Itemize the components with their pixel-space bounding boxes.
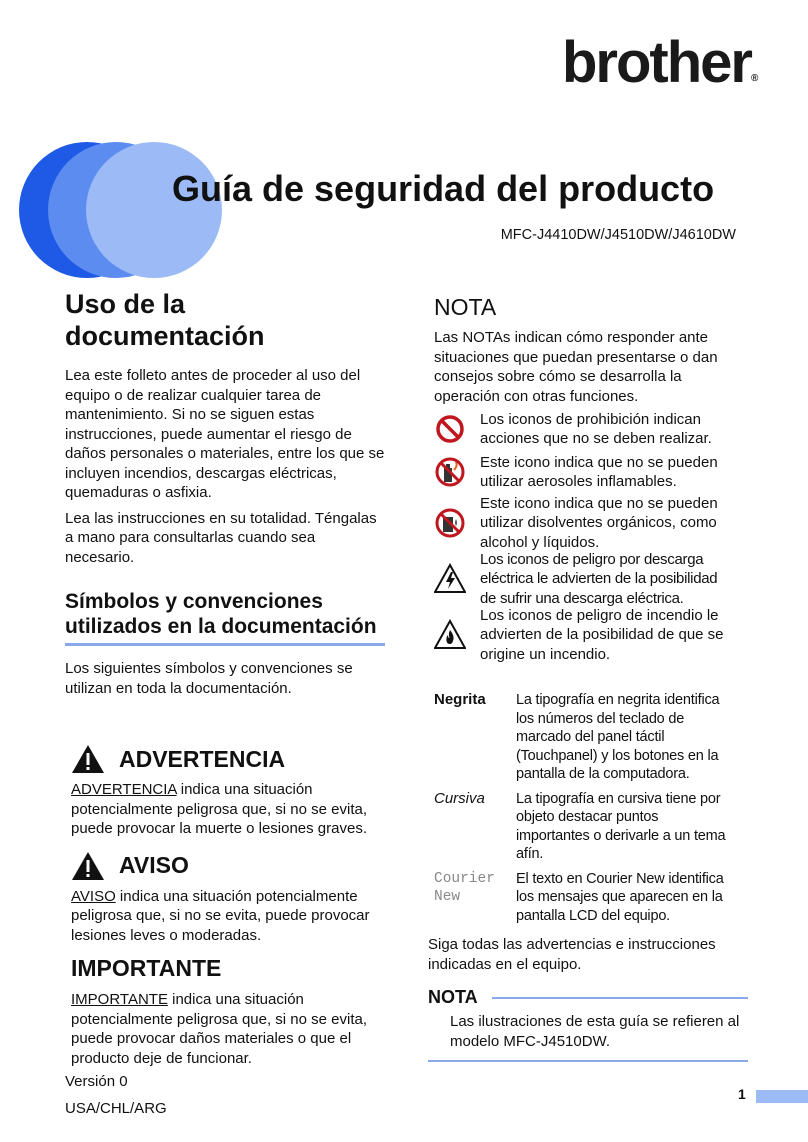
version-label: Versión 0 <box>65 1073 128 1090</box>
icon-row-aerosol <box>434 450 734 494</box>
importante-text: IMPORTANTE indica una situación potencialmente peligrosa que, si no se evita, puede provocar daños materiales o que el producto deje de funcionar. <box>71 991 368 1067</box>
advertencia-heading: ADVERTENCIA <box>71 744 371 774</box>
warning-triangle-icon <box>71 744 105 774</box>
decor-circle-3 <box>86 142 222 278</box>
nota2-heading: NOTA <box>428 987 478 1007</box>
icon-list <box>434 409 734 663</box>
conv-val-bold: La tipografía en negrita identifica los números del teclado de marcado del panel táctil (Touchpanel) y los botones en la pantalla de la computadora. <box>516 692 720 782</box>
region-label: USA/CHL/ARG <box>65 1100 167 1117</box>
simbolos-heading: Símbolos y convenciones utilizados en la documentación <box>65 590 377 638</box>
model-list: MFC-J4410DW/J4510DW/J4610DW <box>500 227 736 243</box>
advertencia-text: ADVERTENCIA indica una situación potencialmente peligrosa que, si no se evita, puede provocar la muerte o lesiones graves. <box>71 781 368 837</box>
nota-text: Las NOTAs indican cómo responder ante situaciones que puedan presentarse o dan consejos sobre cómo se desarrolla la operación con otras funciones. <box>434 329 718 405</box>
conv-key-italic: Cursiva <box>434 789 485 807</box>
brother-logo: brother® <box>562 30 759 95</box>
simbolos-intro: Los siguientes símbolos y convenciones se utilizan en toda la documentación. <box>65 660 353 697</box>
nota2-bottom-rule <box>428 1060 748 1062</box>
page-title: Guía de seguridad del producto <box>172 168 715 209</box>
fire-hazard-icon <box>434 619 466 651</box>
prohibition-icon <box>434 413 466 445</box>
nota2-text: Las ilustraciones de esta guía se refieren al modelo MFC-J4510DW. <box>450 1013 740 1050</box>
conv-row-courier <box>434 870 734 926</box>
importante-heading: IMPORTANTE <box>71 955 222 981</box>
icon-text-electric: Los iconos de peligro por descarga eléctrica le advierten de la posibilidad de sufrir una descarga eléctrica. <box>480 550 718 607</box>
nota2-box <box>428 987 748 1062</box>
left-column <box>65 288 385 698</box>
nota2-top-rule <box>492 997 748 999</box>
warnings-block <box>71 744 371 1068</box>
nota-heading: NOTA <box>434 294 497 320</box>
right-column <box>434 294 734 406</box>
icon-row-solvent <box>434 495 734 551</box>
icon-text-aerosol: Este icono indica que no se pueden utilizar aerosoles inflamables. <box>480 453 718 490</box>
aviso-heading: AVISO <box>71 851 371 881</box>
icon-text-solvent: Este icono indica que no se pueden utilizar disolventes orgánicos, como alcohol y líquidos. <box>480 494 718 551</box>
conventions-table <box>434 691 734 925</box>
siga-text: Siga todas las advertencias e instrucciones indicadas en el equipo. <box>428 936 716 973</box>
uso-paragraph-1: Lea este folleto antes de proceder al uso del equipo o de realizar cualquier tarea de mantenimiento. Si no se siguen estas instrucciones, puede aumentar el riesgo de daños personales o materiales, entre los que se incluyen incendios, descargas eléctricas, quemaduras o asfixia. <box>65 367 385 501</box>
uso-paragraph-2: Lea las instrucciones en su totalidad. Téngalas a mano para consultarlas cuando sea necesario. <box>65 509 377 566</box>
conv-row-italic <box>434 790 734 864</box>
no-solvent-icon <box>434 507 466 539</box>
page-number: 1 <box>738 1086 746 1102</box>
icon-row-fire <box>434 607 734 663</box>
uso-heading: Uso de la documentación <box>65 289 265 351</box>
section-rule <box>65 643 385 646</box>
conv-key-bold: Negrita <box>434 691 486 708</box>
icon-text-prohibition: Los iconos de prohibición indican acciones que no se deben realizar. <box>480 410 712 447</box>
icon-text-fire: Los iconos de peligro de incendio le advierten de la posibilidad de que se origine un incendio. <box>480 606 724 663</box>
conv-key-courier: Courier New <box>434 870 495 905</box>
icon-row-electric <box>434 551 734 607</box>
electric-hazard-icon <box>434 563 466 595</box>
nota2-heading-row <box>428 987 748 1008</box>
conv-val-courier: El texto en Courier New identifica los mensajes que aparecen en la pantalla LCD del equipo. <box>516 870 724 924</box>
caution-triangle-icon <box>71 851 105 881</box>
page-tab <box>756 1090 808 1103</box>
no-aerosol-icon <box>434 456 466 488</box>
conv-row-bold <box>434 691 734 784</box>
conv-val-italic: La tipografía en cursiva tiene por objeto destacar puntos importantes o derivarle a un tema afín. <box>516 790 726 862</box>
aviso-text: AVISO indica una situación potencialmente peligrosa que, si no se evita, puede provocar lesiones leves o moderadas. <box>71 887 370 944</box>
icon-row-prohibition <box>434 409 734 449</box>
